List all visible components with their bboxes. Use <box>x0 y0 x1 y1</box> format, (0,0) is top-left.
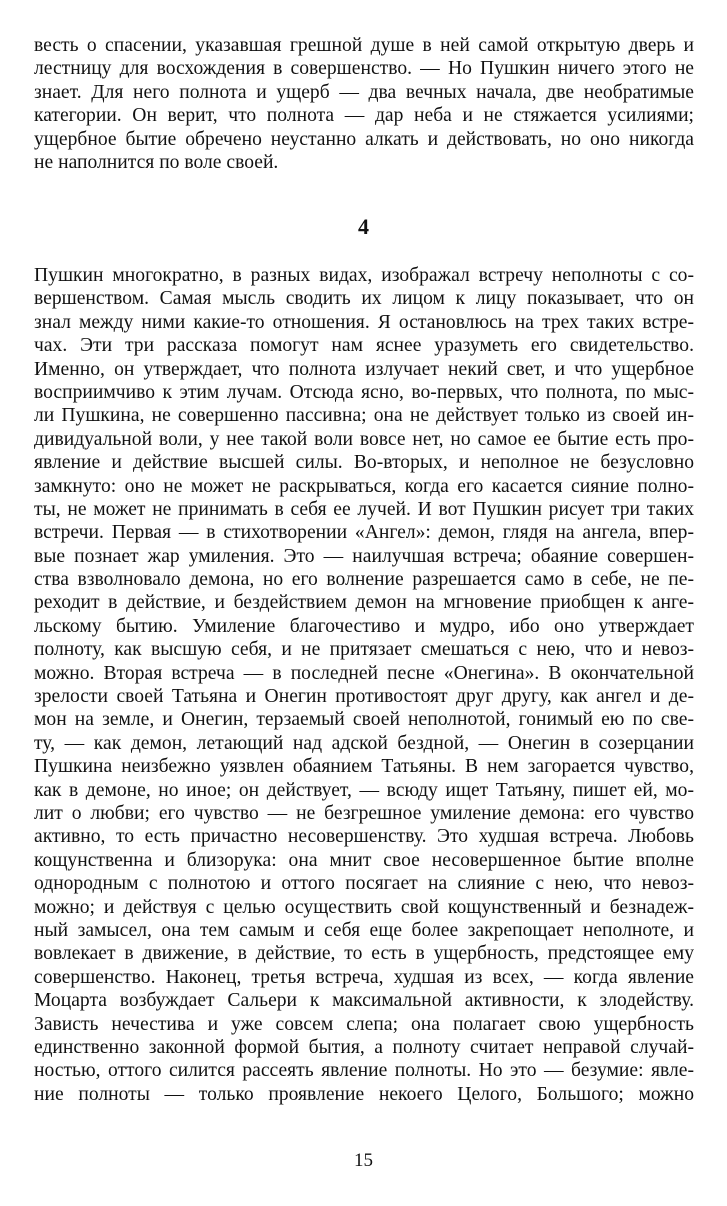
text-line: ный замысел, она тем самым и себя еще более закрепощает неполноте, и <box>34 919 694 941</box>
text-line: вовлекает в движение, в действие, то есть в ущербность, предстоящее ему <box>34 943 694 965</box>
text-line: ущербное бытие обречено неустанно алкать и действовать, но оно никогда <box>34 128 694 150</box>
text-line: можно; и действуя с целью осуществить свой кощунственный и безнадеж- <box>34 896 694 918</box>
text-line: категории. Он верит, что полнота — дар неба и не стяжается усилиями; <box>34 105 694 127</box>
text-line: ты, не может не принимать в себя ее лучей. И вот Пушкин рисует три таких <box>34 498 694 520</box>
text-line: реходит в действие, и бездействием демон на мгновение приобщен к анге- <box>34 592 694 614</box>
text-line: ностью, оттого силится рассеять явление полноты. Но это — безумие: явле- <box>34 1060 694 1082</box>
section-number: 4 <box>358 214 369 239</box>
text-line: знал между ними какие-то отношения. Я остановлюсь на трех таких встре- <box>34 311 694 333</box>
text-line: как в демоне, но иное; он действует, — всюду ищет Татьяну, пишет ей, мо- <box>34 779 694 801</box>
text-line: вые познает жар умиления. Это — наилучшая встреча; обаяние совершен- <box>34 545 694 567</box>
text-line: единственно законной формой бытия, а полноту считает неправой случай- <box>34 1036 694 1058</box>
text-line: дивидуальной воли, у нее такой воли вовсе нет, но самое ее бытие есть про- <box>34 428 694 450</box>
text-line: Именно, он утверждает, что полнота излучает некий свет, и что ущербное <box>34 358 694 380</box>
text-line: ту, — как демон, летающий над адской бездной, — Онегин в созерцании <box>34 732 694 754</box>
text-line: ли Пушкина, не совершенно пассивна; она не действует только из своей ин- <box>34 405 694 427</box>
text-line: ства взволновало демона, но его волнение разрешается само в себе, не пе- <box>34 569 694 591</box>
text-line: льскому бытию. Умиление благочестиво и мудро, ибо оно утверждает <box>34 615 694 637</box>
text-line: активно, то есть причастно несовершенству. Это худшая встреча. Любовь <box>34 826 694 848</box>
text-line: совершенство. Наконец, третья встреча, худшая из всех, — когда явление <box>34 966 694 988</box>
text-line: чах. Эти три рассказа помогут нам яснее уразуметь его свидетельство. <box>34 335 694 357</box>
text-line: полноту, как высшую себя, и не притязает смешаться с нею, что и невоз- <box>34 639 694 661</box>
text-line: ние полноты — только проявление некоего Целого, Большого; можно <box>34 1083 694 1105</box>
text-line: встречи. Первая — в стихотворении «Ангел»: демон, глядя на ангела, впер- <box>34 522 694 544</box>
text-line: однородным с полнотою и оттого посягает на слияние с нею, что невоз- <box>34 873 694 895</box>
text-line: лит о любви; его чувство — не безгрешное умиление демона: его чувство <box>34 802 694 824</box>
text-line: знает. Для него полнота и ущерб — два вечных начала, две необратимые <box>34 81 694 103</box>
page-number: 15 <box>354 1150 373 1171</box>
text-line: мон на земле, и Онегин, терзаемый своей неполнотой, гонимый ею по све- <box>34 709 694 731</box>
text-line: не наполнится по воле своей. <box>34 151 279 173</box>
text-line: весть о спасении, указавшая грешной душе в ней самой открытую дверь и <box>34 35 694 56</box>
text-line: замкнуто: оно не может не раскрываться, когда его касается сияние полно- <box>34 475 694 497</box>
text-line: Пушкина неизбежно уязвлен обаянием Татьяны. В нем загорается чувство, <box>34 756 694 778</box>
text-line: Зависть нечестива и уже совсем слепа; она полагает свою ущербность <box>34 1013 694 1035</box>
text-line: зрелости своей Татьяна и Онегин противостоят друг другу, как ангел и де- <box>34 686 694 708</box>
paragraph-continuation <box>34 34 694 174</box>
text-line: вершенством. Самая мысль сводить их лицом к лицу показывает, что он <box>34 288 694 310</box>
text-line: можно. Вторая встреча — в последней песне «Онегина». В окончательной <box>34 662 694 684</box>
text-line: Пушкин многократно, в разных видах, изображал встречу неполноты с со- <box>34 265 694 286</box>
text-line: кощунственна и близорука: она мнит свое несовершенное бытие вполне <box>34 849 694 871</box>
text-line: Моцарта возбуждает Сальери к максимальной активности, к злодейству. <box>34 990 694 1012</box>
text-line: восприимчиво к этим лучам. Отсюда ясно, во-первых, что полнота, по мыс- <box>34 381 694 403</box>
text-line: лестницу для восхождения в совершенство. — Но Пушкин ничего этого не <box>34 58 694 80</box>
text-line: явление и действие высшей силы. Во-вторых, и неполное не безусловно <box>34 452 694 474</box>
section-4-paragraph <box>34 264 694 1106</box>
